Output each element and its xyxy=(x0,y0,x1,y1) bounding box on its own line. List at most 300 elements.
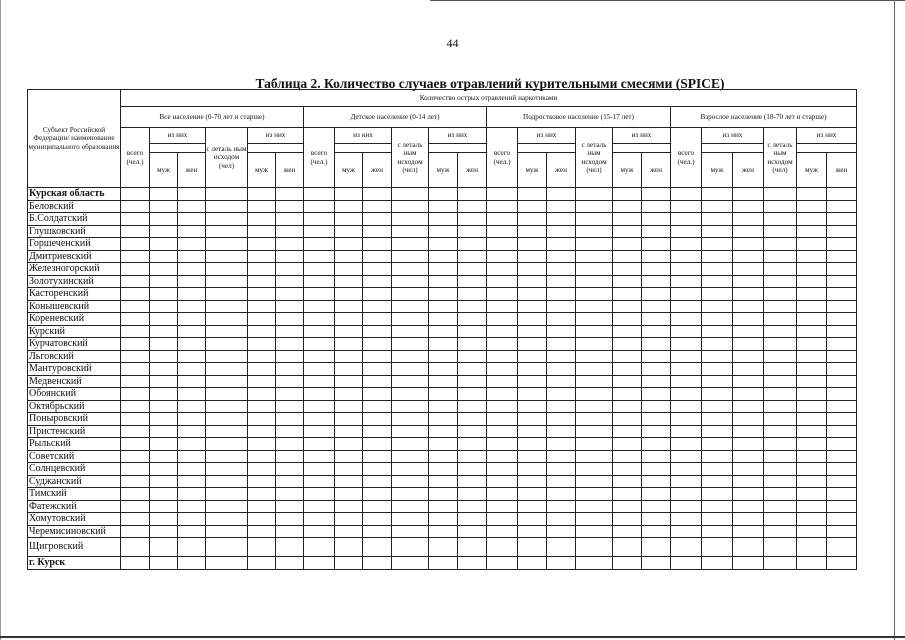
data-cell xyxy=(733,400,764,413)
data-cell xyxy=(248,488,276,501)
data-cell xyxy=(429,400,458,413)
data-cell xyxy=(392,538,429,557)
data-cell xyxy=(764,213,797,226)
data-cell xyxy=(458,200,487,213)
table-row xyxy=(28,213,857,226)
data-cell xyxy=(335,363,363,376)
data-cell xyxy=(547,263,576,276)
data-cell xyxy=(363,450,392,463)
data-cell xyxy=(429,313,458,326)
data-cell xyxy=(248,188,276,201)
data-cell xyxy=(797,263,827,276)
data-cell xyxy=(642,350,671,363)
data-cell xyxy=(733,300,764,313)
data-cell xyxy=(733,513,764,526)
data-cell xyxy=(429,225,458,238)
of-them-header: из них xyxy=(613,128,671,144)
data-cell xyxy=(547,475,576,488)
data-cell xyxy=(248,557,276,570)
table-row xyxy=(28,538,857,557)
data-cell xyxy=(363,200,392,213)
district-label: Медвенский xyxy=(28,375,121,388)
data-cell xyxy=(733,500,764,513)
data-cell xyxy=(248,413,276,426)
data-cell xyxy=(206,213,248,226)
fatal-header: с леталь ным исходом (чел) xyxy=(764,128,797,188)
female-header: жен xyxy=(547,153,576,188)
data-cell xyxy=(702,250,733,263)
data-cell xyxy=(335,500,363,513)
data-cell xyxy=(487,500,518,513)
data-cell xyxy=(518,375,547,388)
data-cell xyxy=(121,425,150,438)
data-cell xyxy=(392,250,429,263)
data-cell xyxy=(121,338,150,351)
data-cell xyxy=(335,463,363,476)
data-cell xyxy=(458,225,487,238)
data-cell xyxy=(733,425,764,438)
table-row xyxy=(28,363,857,376)
data-cell xyxy=(206,425,248,438)
data-cell xyxy=(178,188,206,201)
data-cell xyxy=(733,238,764,251)
data-cell xyxy=(576,475,613,488)
data-cell xyxy=(797,475,827,488)
data-cell xyxy=(429,263,458,276)
data-cell xyxy=(487,557,518,570)
data-cell xyxy=(576,375,613,388)
female-header: жен xyxy=(733,153,764,188)
data-cell xyxy=(733,213,764,226)
data-cell xyxy=(702,213,733,226)
data-cell xyxy=(613,500,642,513)
data-cell xyxy=(547,363,576,376)
data-cell xyxy=(702,375,733,388)
male-header: муж xyxy=(248,153,276,188)
data-cell xyxy=(206,450,248,463)
data-cell xyxy=(613,475,642,488)
table-row xyxy=(28,313,857,326)
data-cell xyxy=(518,213,547,226)
data-cell xyxy=(178,275,206,288)
data-cell xyxy=(642,425,671,438)
data-cell xyxy=(248,375,276,388)
data-cell xyxy=(827,375,857,388)
district-label: Щигровский xyxy=(28,538,121,557)
data-cell xyxy=(518,250,547,263)
data-cell xyxy=(642,263,671,276)
data-cell xyxy=(797,350,827,363)
data-cell xyxy=(576,388,613,401)
data-cell xyxy=(121,313,150,326)
data-cell xyxy=(487,425,518,438)
table-row xyxy=(28,438,857,451)
data-cell xyxy=(764,350,797,363)
data-cell xyxy=(121,525,150,538)
data-cell xyxy=(702,238,733,251)
data-cell xyxy=(764,225,797,238)
district-label: Глушковский xyxy=(28,225,121,238)
data-cell xyxy=(487,488,518,501)
data-cell xyxy=(613,238,642,251)
data-cell xyxy=(392,338,429,351)
data-cell xyxy=(518,363,547,376)
data-cell xyxy=(392,557,429,570)
of-them-header: из них xyxy=(429,128,487,144)
data-cell xyxy=(304,463,335,476)
data-cell xyxy=(458,300,487,313)
data-cell xyxy=(518,450,547,463)
data-cell xyxy=(733,325,764,338)
bottom-border-line xyxy=(0,636,905,638)
data-cell xyxy=(429,275,458,288)
data-cell xyxy=(764,413,797,426)
spacer-cell xyxy=(518,144,576,153)
data-cell xyxy=(613,350,642,363)
data-cell xyxy=(392,325,429,338)
data-cell xyxy=(150,488,178,501)
data-cell xyxy=(150,213,178,226)
data-cell xyxy=(518,275,547,288)
data-cell xyxy=(363,438,392,451)
data-cell xyxy=(613,450,642,463)
data-cell xyxy=(487,200,518,213)
data-cell xyxy=(121,413,150,426)
data-cell xyxy=(764,300,797,313)
data-cell xyxy=(733,375,764,388)
data-cell xyxy=(487,325,518,338)
data-cell xyxy=(429,475,458,488)
data-cell xyxy=(613,538,642,557)
data-cell xyxy=(458,463,487,476)
data-cell xyxy=(304,200,335,213)
data-cell xyxy=(248,300,276,313)
spacer-cell xyxy=(613,144,671,153)
data-cell xyxy=(363,388,392,401)
data-cell xyxy=(276,413,304,426)
data-cell xyxy=(392,513,429,526)
data-cell xyxy=(518,425,547,438)
data-cell xyxy=(487,250,518,263)
data-cell xyxy=(671,338,702,351)
data-cell xyxy=(797,250,827,263)
data-cell xyxy=(827,288,857,301)
data-cell xyxy=(487,438,518,451)
data-cell xyxy=(518,238,547,251)
data-cell xyxy=(121,288,150,301)
data-cell xyxy=(429,413,458,426)
data-cell xyxy=(518,413,547,426)
table-row xyxy=(28,557,857,570)
data-cell xyxy=(335,513,363,526)
district-label: Тимский xyxy=(28,488,121,501)
data-cell xyxy=(547,513,576,526)
data-cell xyxy=(764,475,797,488)
district-label: Б.Солдатский xyxy=(28,213,121,226)
data-cell xyxy=(363,325,392,338)
data-cell xyxy=(392,300,429,313)
district-label: Кореневский xyxy=(28,313,121,326)
data-cell xyxy=(121,213,150,226)
data-cell xyxy=(827,188,857,201)
data-cell xyxy=(671,463,702,476)
district-label: Рыльский xyxy=(28,438,121,451)
data-cell xyxy=(335,413,363,426)
data-cell xyxy=(642,557,671,570)
data-cell xyxy=(733,413,764,426)
data-cell xyxy=(150,238,178,251)
data-cell xyxy=(518,388,547,401)
data-cell xyxy=(764,238,797,251)
data-cell xyxy=(429,363,458,376)
data-cell xyxy=(304,538,335,557)
data-cell xyxy=(797,488,827,501)
data-cell xyxy=(642,238,671,251)
data-cell xyxy=(797,438,827,451)
data-cell xyxy=(392,263,429,276)
data-cell xyxy=(642,375,671,388)
data-cell xyxy=(335,325,363,338)
data-cell xyxy=(392,275,429,288)
data-cell xyxy=(304,288,335,301)
data-cell xyxy=(642,525,671,538)
data-cell xyxy=(150,275,178,288)
data-cell xyxy=(150,225,178,238)
data-cell xyxy=(458,425,487,438)
data-cell xyxy=(458,238,487,251)
data-cell xyxy=(671,538,702,557)
data-cell xyxy=(827,213,857,226)
data-cell xyxy=(613,488,642,501)
male-header: муж xyxy=(613,153,642,188)
data-cell xyxy=(547,200,576,213)
data-cell xyxy=(702,425,733,438)
data-cell xyxy=(248,538,276,557)
data-cell xyxy=(178,225,206,238)
data-cell xyxy=(671,300,702,313)
data-cell xyxy=(304,188,335,201)
data-cell xyxy=(121,450,150,463)
data-cell xyxy=(458,388,487,401)
data-cell xyxy=(764,388,797,401)
data-cell xyxy=(178,300,206,313)
data-cell xyxy=(797,300,827,313)
data-cell xyxy=(576,200,613,213)
table-row xyxy=(28,388,857,401)
data-cell xyxy=(702,463,733,476)
table-row xyxy=(28,188,857,201)
data-cell xyxy=(797,557,827,570)
table-row xyxy=(28,238,857,251)
data-cell xyxy=(547,238,576,251)
subject-header: Субъект Российской Федерации/ наименование муниципального образования xyxy=(28,90,121,188)
data-cell xyxy=(613,413,642,426)
data-cell xyxy=(429,538,458,557)
data-cell xyxy=(150,557,178,570)
male-header: муж xyxy=(702,153,733,188)
data-cell xyxy=(487,450,518,463)
spacer-cell xyxy=(150,144,206,153)
data-cell xyxy=(335,425,363,438)
data-cell xyxy=(458,450,487,463)
data-cell xyxy=(150,513,178,526)
data-cell xyxy=(206,463,248,476)
data-cell xyxy=(178,500,206,513)
data-cell xyxy=(429,500,458,513)
data-cell xyxy=(150,538,178,557)
data-cell xyxy=(576,363,613,376)
data-cell xyxy=(150,250,178,263)
district-label: Горшеченский xyxy=(28,238,121,251)
data-cell xyxy=(248,238,276,251)
data-cell xyxy=(206,275,248,288)
district-label: Черемисиновский xyxy=(28,525,121,538)
data-cell xyxy=(671,375,702,388)
data-cell xyxy=(702,350,733,363)
data-cell xyxy=(547,300,576,313)
data-cell xyxy=(178,463,206,476)
data-cell xyxy=(702,363,733,376)
data-cell xyxy=(304,557,335,570)
data-cell xyxy=(518,200,547,213)
group-header: Взрослое население (18-70 лет и старше) xyxy=(671,107,857,128)
data-cell xyxy=(764,513,797,526)
data-cell xyxy=(458,500,487,513)
data-cell xyxy=(613,400,642,413)
district-label: Дмитриевский xyxy=(28,250,121,263)
data-cell xyxy=(150,200,178,213)
data-cell xyxy=(797,400,827,413)
data-cell xyxy=(613,513,642,526)
data-cell xyxy=(178,338,206,351)
data-cell xyxy=(547,325,576,338)
data-cell xyxy=(335,288,363,301)
data-cell xyxy=(178,350,206,363)
data-cell xyxy=(206,375,248,388)
data-cell xyxy=(613,313,642,326)
data-cell xyxy=(702,557,733,570)
data-cell xyxy=(335,300,363,313)
data-cell xyxy=(518,500,547,513)
data-cell xyxy=(304,438,335,451)
data-cell xyxy=(827,325,857,338)
data-cell xyxy=(733,557,764,570)
data-cell xyxy=(576,350,613,363)
data-cell xyxy=(547,438,576,451)
data-cell xyxy=(392,438,429,451)
data-cell xyxy=(671,557,702,570)
data-cell xyxy=(335,538,363,557)
data-cell xyxy=(150,438,178,451)
data-cell xyxy=(613,263,642,276)
data-cell xyxy=(576,263,613,276)
data-cell xyxy=(206,400,248,413)
data-cell xyxy=(827,338,857,351)
data-cell xyxy=(276,213,304,226)
female-header: жен xyxy=(363,153,392,188)
data-cell xyxy=(797,375,827,388)
data-cell xyxy=(702,300,733,313)
data-cell xyxy=(797,363,827,376)
data-cell xyxy=(335,313,363,326)
data-cell xyxy=(178,557,206,570)
data-cell xyxy=(276,363,304,376)
table-row xyxy=(28,525,857,538)
spacer-cell xyxy=(702,144,764,153)
data-cell xyxy=(764,263,797,276)
table-row xyxy=(28,488,857,501)
table-row xyxy=(28,300,857,313)
data-cell xyxy=(671,250,702,263)
data-cell xyxy=(248,350,276,363)
data-cell xyxy=(363,500,392,513)
data-cell xyxy=(671,413,702,426)
data-cell xyxy=(363,238,392,251)
data-cell xyxy=(613,300,642,313)
data-cell xyxy=(764,275,797,288)
data-cell xyxy=(797,288,827,301)
data-cell xyxy=(764,438,797,451)
data-cell xyxy=(764,525,797,538)
female-header: жен xyxy=(178,153,206,188)
data-cell xyxy=(642,475,671,488)
data-cell xyxy=(671,275,702,288)
data-cell xyxy=(487,525,518,538)
data-cell xyxy=(206,288,248,301)
data-cell xyxy=(547,275,576,288)
data-cell xyxy=(392,350,429,363)
data-cell xyxy=(642,500,671,513)
data-cell xyxy=(248,463,276,476)
data-cell xyxy=(764,425,797,438)
left-border-line xyxy=(0,0,1,640)
data-cell xyxy=(764,450,797,463)
table-row xyxy=(28,400,857,413)
data-cell xyxy=(335,475,363,488)
data-cell xyxy=(458,438,487,451)
data-cell xyxy=(276,375,304,388)
data-cell xyxy=(827,525,857,538)
data-cell xyxy=(827,538,857,557)
data-cell xyxy=(733,350,764,363)
data-cell xyxy=(797,513,827,526)
data-cell xyxy=(458,263,487,276)
data-cell xyxy=(733,225,764,238)
data-cell xyxy=(121,363,150,376)
data-cell xyxy=(429,388,458,401)
data-cell xyxy=(576,538,613,557)
data-cell xyxy=(613,388,642,401)
data-cell xyxy=(150,288,178,301)
data-cell xyxy=(363,488,392,501)
data-cell xyxy=(576,413,613,426)
data-cell xyxy=(304,350,335,363)
data-cell xyxy=(335,338,363,351)
data-cell xyxy=(392,225,429,238)
district-label: Курчатовский xyxy=(28,338,121,351)
data-cell xyxy=(248,400,276,413)
data-cell xyxy=(733,488,764,501)
data-cell xyxy=(671,188,702,201)
fatal-header: с леталь ным исходом (чел) xyxy=(206,128,248,188)
data-cell xyxy=(429,200,458,213)
spacer-cell xyxy=(797,144,857,153)
data-cell xyxy=(458,557,487,570)
data-cell xyxy=(178,388,206,401)
data-cell xyxy=(642,225,671,238)
data-cell xyxy=(642,300,671,313)
data-cell xyxy=(671,425,702,438)
